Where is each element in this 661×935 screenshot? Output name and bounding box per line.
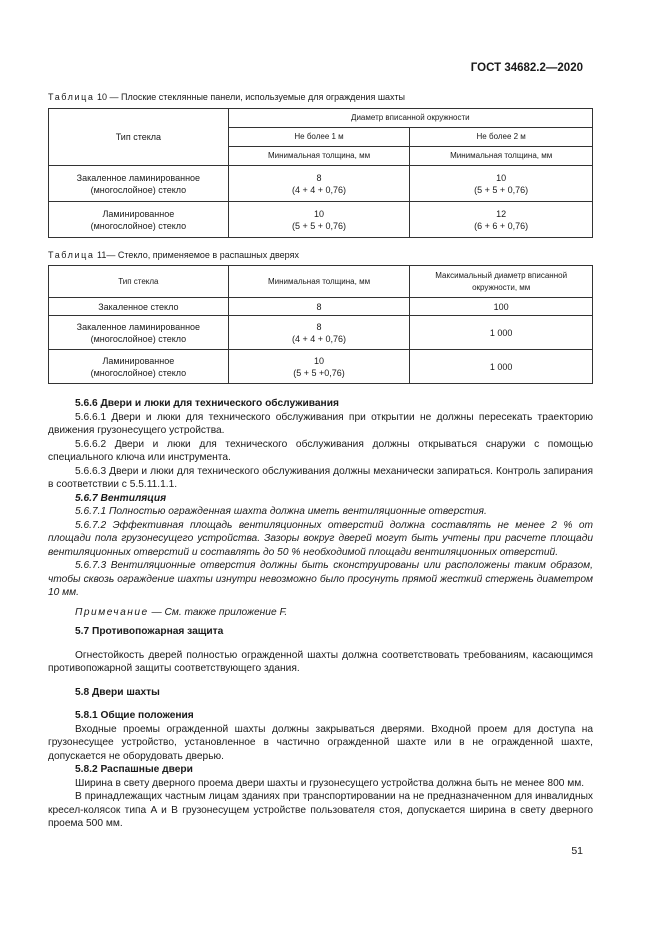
page-number: 51 xyxy=(571,845,583,857)
para-5-6-7-2: 5.6.7.2 Эффективная площадь вентиляционных отверстий должна составлять не менее 2 % от площади пола грузонесущего устройства. Зазоры вокруг дверей могут быть учтены при расчете площади вентиляционных отверстий и составлять до 50 % необходимой площади вентиляционных отверстий. xyxy=(48,519,593,558)
table11-row2-min: 8 (4 + 4 + 0,76) xyxy=(228,316,410,350)
table10-row2-type: Ламинированное (многослойное) стекло xyxy=(49,202,229,238)
table10-header-le1: Не более 1 м xyxy=(228,128,410,147)
table-row xyxy=(49,202,593,238)
table-row xyxy=(49,166,593,202)
para-5-7: Огнестойкость дверей полностью огражденной шахты должна соответствовать требованиям, касающимся противопожарной защиты соответствующего здания. xyxy=(48,649,593,674)
note: Примечание — См. также приложение F. xyxy=(75,606,288,618)
table11-caption-text: 11— Стекло, применяемое в распашных дверях xyxy=(94,250,299,260)
table11-caption xyxy=(48,250,299,260)
heading-5-8-1: 5.8.1 Общие положения xyxy=(75,710,194,721)
heading-5-7: 5.7 Противопожарная защита xyxy=(75,626,224,637)
para-5-6-6-3: 5.6.6.3 Двери и люки для технического обслуживания должны механически запираться. Контроль запирания в соответствии с 5.5.11.1.1. xyxy=(48,465,593,490)
table10-caption-label: Таблица xyxy=(48,92,95,102)
table11-caption-label: Таблица xyxy=(48,250,95,260)
table10-header-min2: Минимальная толщина, мм xyxy=(410,147,593,166)
para-5-6-6-2: 5.6.6.2 Двери и люки для технического обслуживания должны открываться снаружи с помощью специального ключа или инструмента. xyxy=(48,438,593,463)
para-5-6-7-3: 5.6.7.3 Вентиляционные отверстия должны быть сконструированы или расположены таким образом, чтобы сквозь ограждение шахты изнутри невозможно было просунуть прямой жесткий стержень диаметром 10 мм. xyxy=(48,560,593,598)
table11-row1-max: 100 xyxy=(410,298,593,316)
para-5-8-2-a: Ширина в свету дверного проема двери шахты и грузонесущего устройства должна быть не менее 800 мм. xyxy=(75,777,585,789)
table10-header-diameter: Диаметр вписанной окружности xyxy=(228,109,592,128)
heading-5-6-6: 5.6.6 Двери и люки для технического обслуживания xyxy=(75,398,339,409)
table10-row1-v1: 8 (4 + 4 + 0,76) xyxy=(228,166,410,202)
table11-header-type: Тип стекла xyxy=(49,266,229,298)
table10-row2-v2: 12 (6 + 6 + 0,76) xyxy=(410,202,593,238)
table11-row1-type: Закаленное стекло xyxy=(49,298,229,316)
body-text xyxy=(48,397,593,831)
para-5-6-6-1: 5.6.6.1 Двери и люки для технического обслуживания при открытии не должны пересекать траекторию движения грузонесущего устройства. xyxy=(48,411,593,436)
para-5-6-7-1: 5.6.7.1 Полностью огражденная шахта должна иметь вентиляционные отверстия. xyxy=(75,506,487,517)
table10-caption xyxy=(48,92,405,102)
table10-row1-type: Закаленное ламинированное (многослойное) стекло xyxy=(49,166,229,202)
para-5-8-2-b: В принадлежащих частным лицам зданиях при транспортировании на не предназначенном для инвалидных кресел-колясок типа A и B грузонесущем устройстве пользователя стоя, допускается ширина в свету дверного проема 500 мм. xyxy=(48,791,593,829)
table11 xyxy=(48,265,593,384)
table11-row2-type: Закаленное ламинированное (многослойное) стекло xyxy=(49,316,229,350)
table11-row3-max: 1 000 xyxy=(410,350,593,384)
table-row xyxy=(49,350,593,384)
document-code: ГОСТ 34682.2—2020 xyxy=(470,62,583,74)
table10-caption-text: 10 — Плоские стеклянные панели, используемые для ограждения шахты xyxy=(94,92,406,102)
table10-row2-v1: 10 (5 + 5 + 0,76) xyxy=(228,202,410,238)
heading-5-6-7: 5.6.7 Вентиляция xyxy=(75,492,167,504)
heading-5-8: 5.8 Двери шахты xyxy=(75,686,160,698)
table11-row2-max: 1 000 xyxy=(410,316,593,350)
heading-5-8-2: 5.8.2 Распашные двери xyxy=(75,764,193,775)
table11-row1-min: 8 xyxy=(228,298,410,316)
table10 xyxy=(48,108,593,238)
table10-row1-v2: 10 (5 + 5 + 0,76) xyxy=(410,166,593,202)
table11-header-min: Минимальная толщина, мм xyxy=(228,266,410,298)
table-row xyxy=(49,316,593,350)
table11-header-max: Максимальный диаметр вписанной окружности, мм xyxy=(410,266,593,298)
table10-header-min1: Минимальная толщина, мм xyxy=(228,147,410,166)
table11-row3-type: Ламинированное (многослойное) стекло xyxy=(49,350,229,384)
table11-row3-min: 10 (5 + 5 +0,76) xyxy=(228,350,410,384)
table-row xyxy=(49,298,593,316)
para-5-8-1: Входные проемы огражденной шахты должны закрываться дверями. Входной проем для доступа на грузонесущее устройство, установленное в частично огражденной шахте или в не огражденной шахте, допускается не оборудовать дверью. xyxy=(48,723,593,762)
table10-header-type: Тип стекла xyxy=(49,109,229,166)
table10-header-le2: Не более 2 м xyxy=(410,128,593,147)
